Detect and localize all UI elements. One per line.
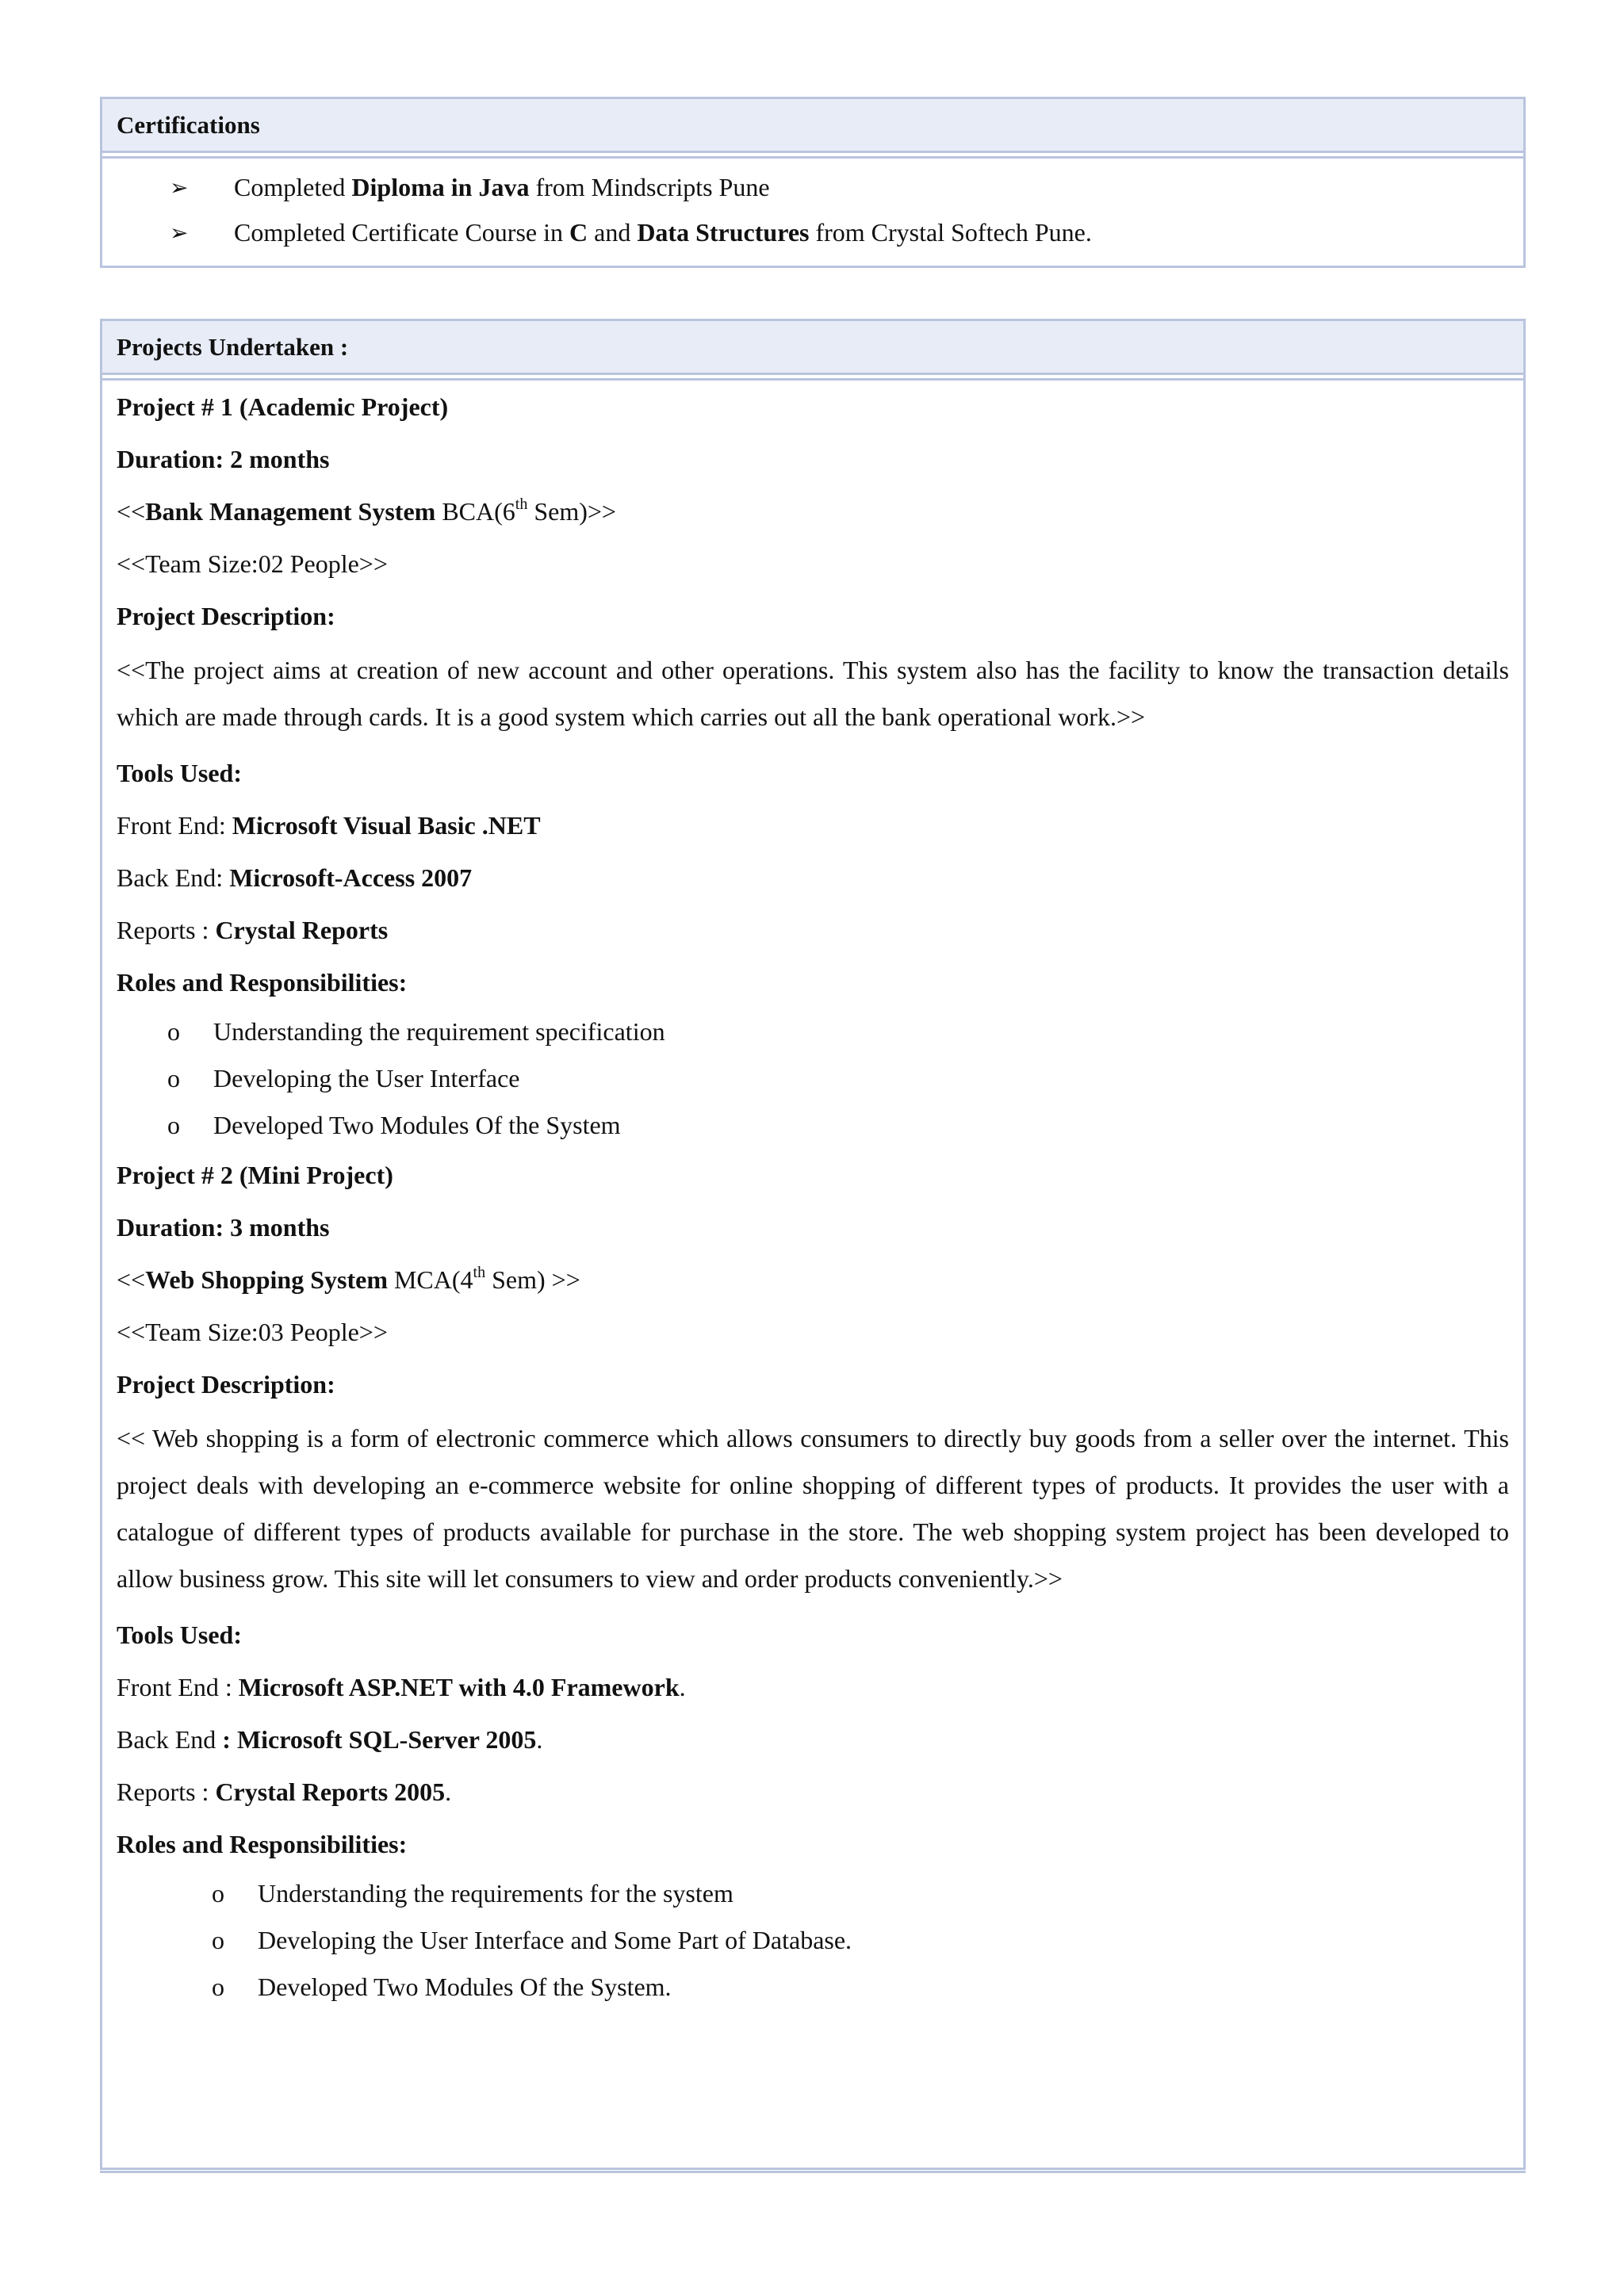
project-1-description-label: Project Description: [117,602,335,630]
certifications-section [100,97,1526,268]
project-2-roles-list [117,1870,1509,2011]
project-1-description: <<The project aims at creation of new account and other operations. This system also has the facility to know the transaction details which are made through cards. It is a good system which carries out all the bank operational work.>> [117,656,1509,731]
projects-section [100,319,1526,2170]
project-2-title: Project # 2 (Mini Project) [117,1161,393,1189]
project-2-front-end: Front End : Microsoft ASP.NET with 4.0 Framework. [117,1673,686,1701]
bottom-divider [100,2171,1526,2173]
project-1-title: Project # 1 (Academic Project) [117,392,449,421]
project-2-name: <<Web Shopping System MCA(4th Sem) >> [117,1264,580,1294]
circle-bullet-icon: o [212,1879,224,1908]
header-divider [102,375,1523,381]
circle-bullet-icon: o [167,1111,180,1139]
list-item: o Developing the User Interface and Some Part of Database. [117,1917,1509,1964]
project-1-team-size: <<Team Size:02 People>> [117,549,388,578]
project-1-duration: Duration: 2 months [117,445,330,473]
circle-bullet-icon: o [212,1926,224,1954]
project-2-duration: Duration: 3 months [117,1213,330,1242]
header-divider [102,153,1523,159]
arrow-bullet-icon: ➢ [170,174,189,201]
project-1-name: <<Bank Management System BCA(6th Sem)>> [117,496,616,526]
list-item: o Developing the User Interface [117,1055,1509,1102]
project-1-reports: Reports : Crystal Reports [117,916,389,944]
project-1-front-end: Front End: Microsoft Visual Basic .NET [117,811,541,840]
project-2-team-size: <<Team Size:03 People>> [117,1318,388,1346]
project-2-description-label: Project Description: [117,1370,335,1399]
project-2-tools-label: Tools Used: [117,1621,242,1649]
certification-item: ➢ Completed Diploma in Java from Mindscripts Pune [102,165,1523,210]
projects-heading: Projects Undertaken : [102,321,1523,375]
certifications-heading: Certifications [102,99,1523,153]
project-2-description: << Web shopping is a form of electronic commerce which allows consumers to directly buy goods from a seller over the internet. This project deals with developing an e-commerce website for online shopping of different types of products. It provides the user with a catalogue of different types of products available for purchase in the store. The web shopping system project has been developed to allow business grow. This site will let consumers to view and order products conveniently.>> [117,1424,1509,1593]
list-item: o Understanding the requirement specification [117,1008,1509,1055]
project-2-roles-label: Roles and Responsibilities: [117,1830,408,1858]
list-item: o Developed Two Modules Of the System [117,1102,1509,1149]
project-1-roles-label: Roles and Responsibilities: [117,968,408,997]
list-item: o Understanding the requirements for the system [117,1870,1509,1917]
certification-item: ➢ Completed Certificate Course in C and Data Structures from Crystal Softech Pune. [102,210,1523,255]
project-1-tools-label: Tools Used: [117,759,242,787]
circle-bullet-icon: o [167,1064,180,1093]
project-1-back-end: Back End: Microsoft-Access 2007 [117,863,473,892]
list-item: o Developed Two Modules Of the System. [117,1964,1509,2011]
project-1-roles-list [117,1008,1509,1149]
circle-bullet-icon: o [212,1973,224,2001]
project-2-back-end: Back End : Microsoft SQL-Server 2005. [117,1725,543,1754]
arrow-bullet-icon: ➢ [170,220,189,246]
project-2-reports: Reports : Crystal Reports 2005. [117,1777,452,1806]
circle-bullet-icon: o [167,1017,180,1046]
